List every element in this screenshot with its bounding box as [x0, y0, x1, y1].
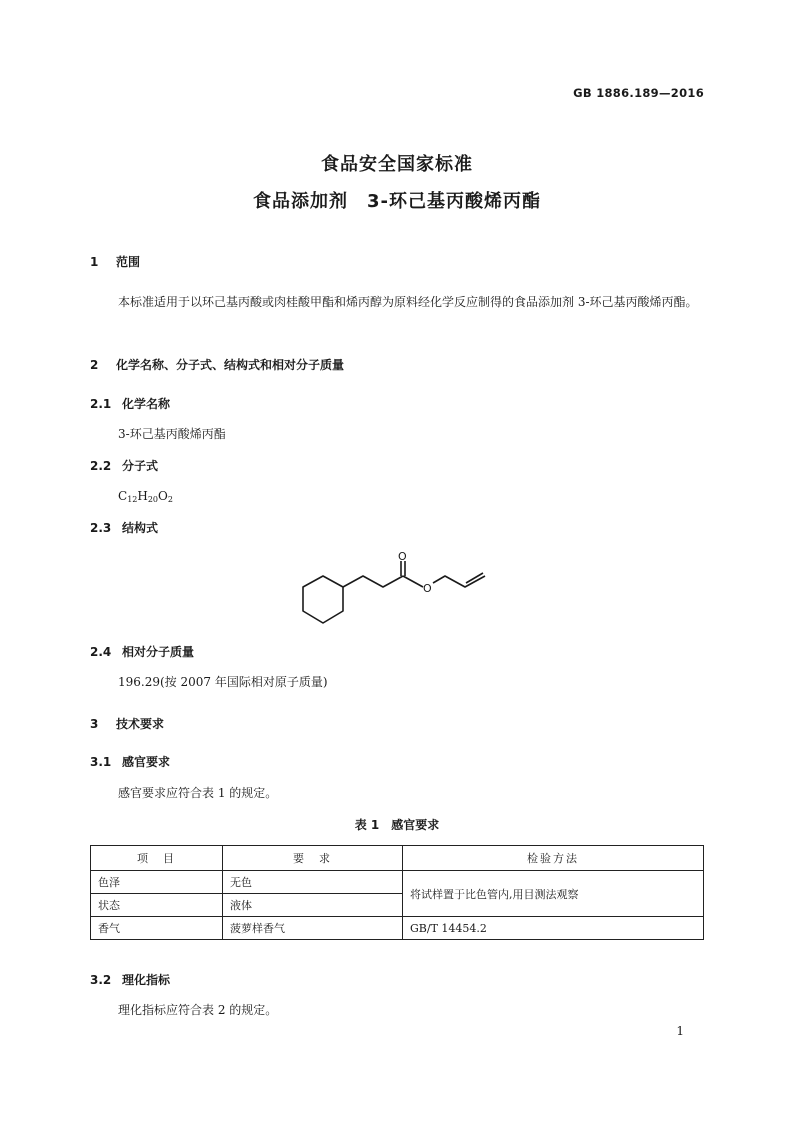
section-title: 结构式	[122, 521, 159, 535]
physicochemical-text: 理化指标应符合表 2 的规定。	[118, 1003, 278, 1017]
section-title: 相对分子质量	[122, 645, 195, 659]
propyl-chain	[343, 576, 403, 587]
section-3-2-heading	[90, 971, 170, 988]
section-title: 分子式	[122, 459, 159, 473]
carbonyl-oxygen-label: O	[398, 550, 407, 563]
section-title: 技术要求	[116, 717, 165, 731]
document-number: GB 1886.189—2016	[573, 86, 704, 100]
section-2-3-heading	[90, 519, 158, 536]
structural-formula	[295, 545, 505, 635]
section-title: 化学名称	[122, 397, 171, 411]
table-header-row	[91, 846, 704, 871]
section-title: 范围	[116, 255, 141, 269]
section-number: 3	[90, 717, 99, 731]
document-title: 食品添加剂 3-环己基丙酸烯丙酯	[253, 191, 541, 212]
chemical-name: 3-环己基丙酸烯丙酯	[118, 427, 226, 441]
header-test-method: 检验方法	[403, 846, 704, 871]
sensory-requirements-table	[90, 845, 704, 940]
page-number: 1	[676, 1024, 684, 1038]
section-2-1-heading	[90, 395, 170, 412]
cell-test-method: 将试样置于比色管内,用目测法观察	[403, 871, 704, 917]
section-1-heading	[90, 253, 140, 270]
section-title: 感官要求	[122, 755, 171, 769]
molecular-formula: $C_{12}H_{20}O_2$	[118, 489, 173, 504]
section-3-1-heading	[90, 753, 170, 770]
cyclohexane-ring	[303, 576, 343, 623]
section-2-4-heading	[90, 643, 194, 660]
cell-requirement: 液体	[223, 894, 403, 917]
sensory-requirement-text: 感官要求应符合表 1 的规定。	[118, 786, 278, 800]
cell-item: 香气	[91, 917, 223, 940]
cell-item: 色泽	[91, 871, 223, 894]
ester-bond	[403, 576, 423, 587]
section-title: 理化指标	[122, 973, 171, 987]
ester-oxygen-label: O	[423, 582, 432, 595]
allyl-chain	[433, 576, 485, 587]
standard-title: 食品安全国家标准	[321, 154, 473, 175]
molecular-mass: 196.29(按 2007 年国际相对原子质量)	[118, 675, 328, 689]
section-number: 2.2	[90, 459, 112, 473]
cell-requirement: 无色	[223, 871, 403, 894]
section-3-heading	[90, 715, 164, 732]
header-requirement: 要 求	[223, 846, 403, 871]
section-number: 2.1	[90, 397, 112, 411]
section-title: 化学名称、分子式、结构式和相对分子质量	[116, 358, 345, 372]
section-number: 3.2	[90, 973, 112, 987]
table-1-caption: 表 1 感官要求	[354, 818, 440, 832]
section-number: 1	[90, 255, 99, 269]
cell-test-method: GB/T 14454.2	[403, 917, 704, 940]
cell-item: 状态	[91, 894, 223, 917]
section-number: 2.3	[90, 521, 112, 535]
table-row	[91, 917, 704, 940]
cell-requirement: 菠萝样香气	[223, 917, 403, 940]
section-number: 2	[90, 358, 99, 372]
section-2-2-heading	[90, 457, 158, 474]
table-row	[91, 871, 704, 894]
section-1-paragraph: 本标准适用于以环己基丙酸或肉桂酸甲酯和烯丙醇为原料经化学反应制得的食品添加剂 3-环己基丙酸烯丙酯。	[118, 295, 698, 309]
section-number: 3.1	[90, 755, 112, 769]
header-item: 项 目	[91, 846, 223, 871]
section-2-heading	[90, 356, 344, 373]
section-number: 2.4	[90, 645, 112, 659]
